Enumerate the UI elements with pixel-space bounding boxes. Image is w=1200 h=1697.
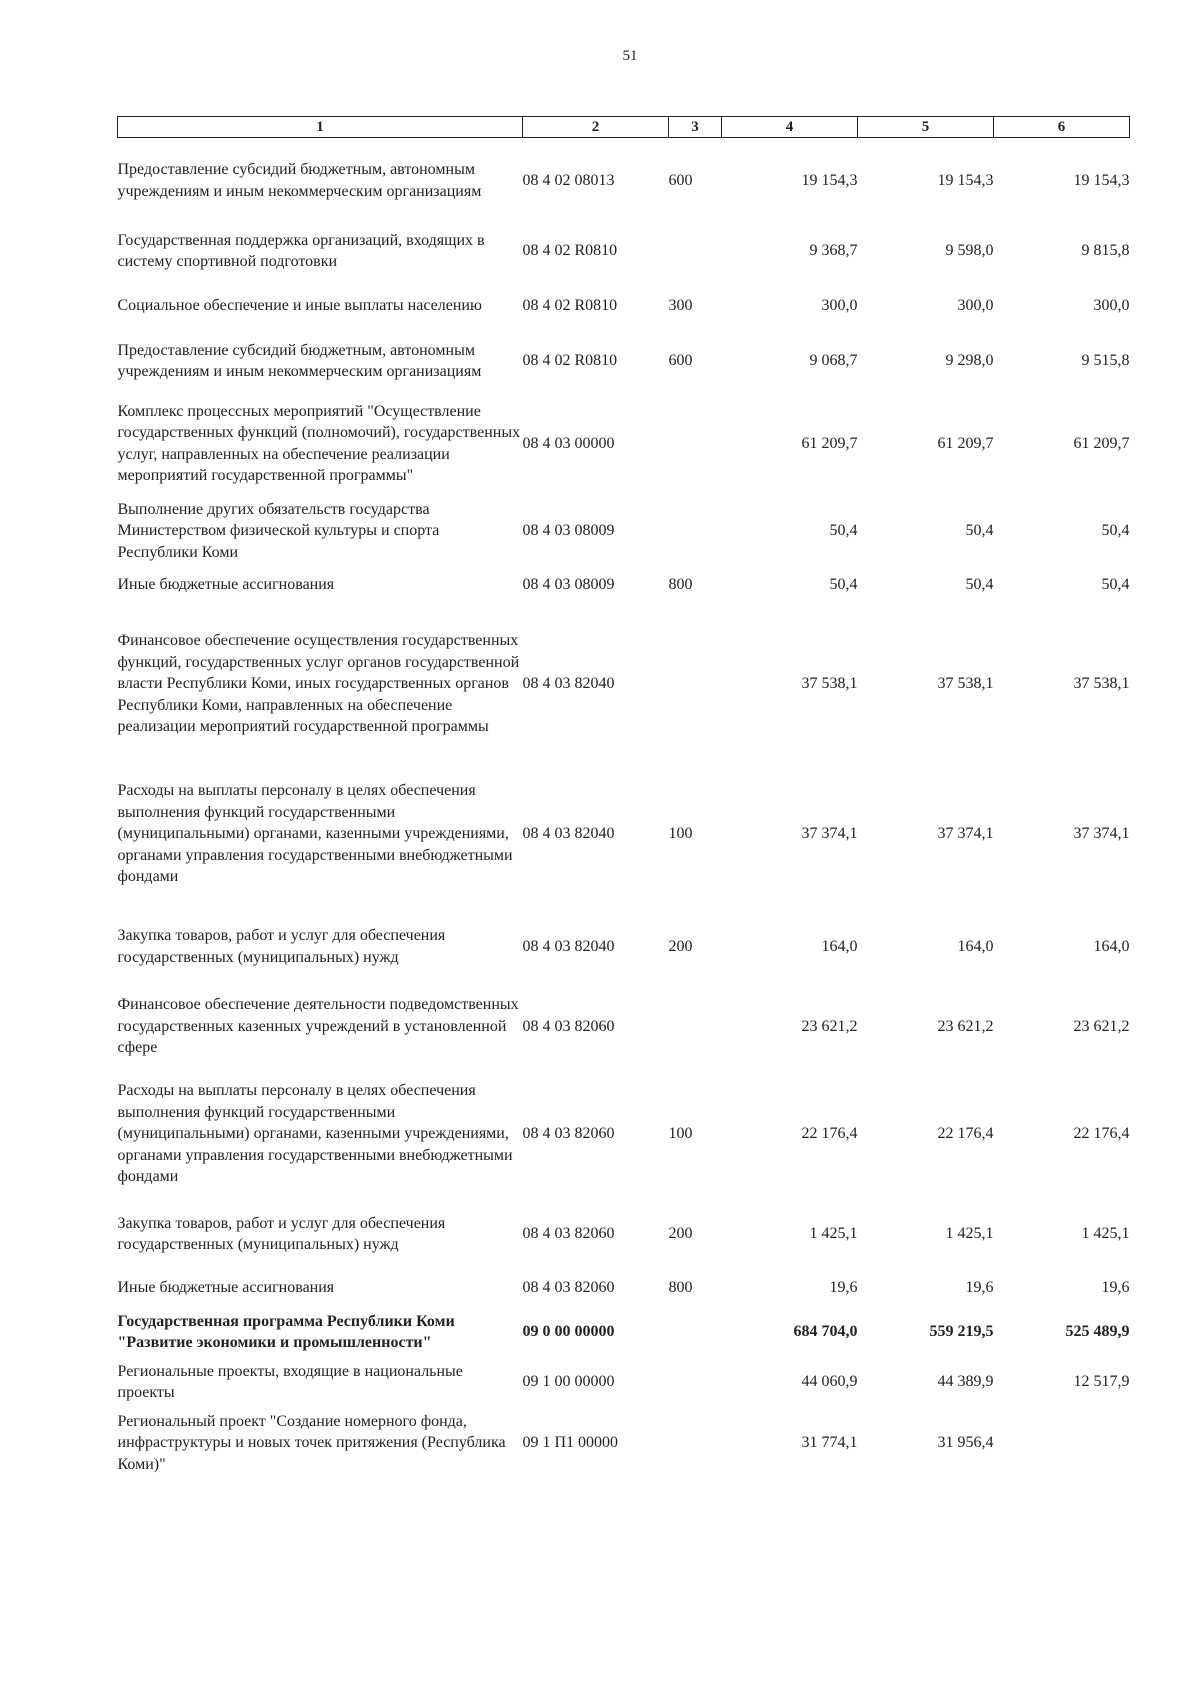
row-amount-year-1: 9 368,7 [809,242,858,260]
row-expense-type: 200 [668,937,693,955]
row-amount-year-3: 9 815,8 [1081,242,1130,260]
row-amount-year-2: 50,4 [965,576,994,594]
row-expense-type: 800 [668,576,693,594]
row-amount-year-3: 23 621,2 [1073,1017,1130,1035]
row-code: 08 4 03 82040 [522,825,615,843]
row-amount-year-3: 19 154,3 [1073,172,1130,189]
row-amount-year-3: 12 517,9 [1073,1373,1130,1391]
row-code: 08 4 02 R0810 [522,352,618,370]
row-name: Государственная программа Республики Коми "Развитие экономики и промышленности" [117,1312,455,1351]
column-header-6: 6 [994,117,1130,138]
row-name: Иные бюджетные ассигнования [117,576,335,594]
row-expense-type [669,389,722,499]
row-code: 08 4 03 08009 [522,576,615,594]
row-amount-year-2: 9 598,0 [945,242,994,260]
row-expense-type: 100 [668,825,693,843]
row-code: 08 4 03 00000 [522,434,615,452]
row-amount-year-3 [994,1410,1130,1477]
row-amount-year-2: 559 219,5 [929,1323,994,1341]
column-header-3: 3 [669,117,722,138]
row-name: Выполнение других обязательств государства Министерством физической культуры и спорта Республики Коми [117,500,440,561]
table-row [118,499,1130,564]
row-amount-year-3: 50,4 [1101,522,1130,540]
row-amount-year-2: 19 154,3 [937,172,994,189]
budget-table [117,116,1130,1477]
row-amount-year-1: 50,4 [829,522,858,540]
row-amount-year-1: 61 209,7 [801,434,858,452]
row-code: 08 4 03 82060 [522,1225,615,1243]
row-amount-year-3: 164,0 [1093,937,1130,955]
table-row [118,279,1130,334]
row-amount-year-3: 300,0 [1093,297,1130,315]
row-name: Комплекс процессных мероприятий "Осуществление государственных функций (полномочий), государственных услуг, направленных на обеспечение реализации мероприятий государственной программы" [117,402,521,484]
row-name: Региональные проекты, входящие в национальные проекты [117,1362,463,1401]
row-code: 09 1 П1 00000 [522,1434,619,1452]
row-name: Закупка товаров, работ и услуг для обеспечения государственных (муниципальных) нужд [117,1214,446,1253]
row-expense-type: 600 [668,172,693,189]
row-expense-type: 300 [668,297,693,315]
row-name: Иные бюджетные ассигнования [117,1279,335,1297]
row-name: Финансовое обеспечение деятельности подведомственных государственных казенных учреждений в установленной сфере [117,996,519,1057]
row-amount-year-3: 19,6 [1101,1279,1130,1297]
table-row [118,987,1130,1067]
row-amount-year-1: 300,0 [821,297,858,315]
table-row [118,762,1130,907]
row-amount-year-2: 44 389,9 [937,1373,994,1391]
row-amount-year-1: 23 621,2 [801,1017,858,1035]
row-amount-year-3: 37 538,1 [1073,675,1130,693]
row-amount-year-1: 164,0 [821,937,858,955]
row-code: 08 4 02 R0810 [522,297,618,315]
row-expense-type: 600 [668,352,693,370]
row-amount-year-3: 9 515,8 [1081,352,1130,370]
row-code: 09 0 00 00000 [522,1323,615,1341]
row-code: 08 4 02 08013 [522,172,615,189]
table-row [118,1067,1130,1202]
row-amount-year-3: 61 209,7 [1073,434,1130,452]
row-amount-year-2: 50,4 [965,522,994,540]
table-row [118,334,1130,389]
table-row [118,1410,1130,1477]
row-amount-year-1: 19 154,3 [801,172,858,189]
row-amount-year-3: 37 374,1 [1073,825,1130,843]
column-header-1: 1 [118,117,523,138]
row-expense-type [669,499,722,564]
row-amount-year-2: 23 621,2 [937,1017,994,1035]
row-amount-year-1: 9 068,7 [809,352,858,370]
row-expense-type: 100 [668,1125,693,1143]
row-amount-year-1: 31 774,1 [801,1434,858,1452]
table-header-row [118,117,1130,138]
table-row [118,389,1130,499]
row-amount-year-1: 684 704,0 [793,1323,858,1341]
row-code: 09 1 00 00000 [522,1373,615,1391]
column-header-2: 2 [523,117,669,138]
row-name: Расходы на выплаты персоналу в целях обеспечения выполнения функций государственными (муниципальными) органами, казенными учреждениями, органами управления государственными внебюджетными фондами [117,1082,513,1186]
row-expense-type: 800 [668,1279,693,1297]
row-amount-year-1: 44 060,9 [801,1373,858,1391]
row-amount-year-2: 19,6 [965,1279,994,1297]
row-expense-type [669,607,722,762]
row-name: Социальное обеспечение и иные выплаты населению [117,297,482,315]
column-header-4: 4 [722,117,858,138]
row-name: Региональный проект "Создание номерного фонда, инфраструктуры и новых точек притяжения (Республика Коми)" [117,1412,506,1473]
row-amount-year-2: 1 425,1 [945,1225,994,1243]
row-code: 08 4 03 82060 [522,1279,615,1297]
row-amount-year-3: 22 176,4 [1073,1125,1130,1143]
column-header-5: 5 [858,117,994,138]
table-row [118,564,1130,607]
table-row [118,1202,1130,1267]
row-amount-year-2: 61 209,7 [937,434,994,452]
row-amount-year-3: 50,4 [1101,576,1130,594]
row-code: 08 4 03 82060 [522,1125,615,1143]
row-amount-year-1: 50,4 [829,576,858,594]
row-code: 08 4 03 08009 [522,522,615,540]
row-amount-year-1: 19,6 [829,1279,858,1297]
row-amount-year-2: 31 956,4 [937,1434,994,1452]
row-name: Закупка товаров, работ и услуг для обеспечения государственных (муниципальных) нужд [117,927,446,966]
row-amount-year-3: 1 425,1 [1081,1225,1130,1243]
row-amount-year-3: 525 489,9 [1065,1323,1130,1341]
row-amount-year-2: 37 538,1 [937,675,994,693]
row-name: Предоставление субсидий бюджетным, автономным учреждениям и иным некоммерческим организациям [117,341,482,380]
row-amount-year-1: 37 374,1 [801,825,858,843]
row-code: 08 4 03 82040 [522,675,615,693]
table-row [118,1310,1130,1355]
table-row [118,607,1130,762]
row-amount-year-2: 9 298,0 [945,352,994,370]
row-expense-type: 200 [668,1225,693,1243]
row-amount-year-2: 22 176,4 [937,1125,994,1143]
row-code: 08 4 02 R0810 [522,242,618,260]
row-amount-year-2: 300,0 [957,297,994,315]
row-amount-year-1: 22 176,4 [801,1125,858,1143]
table-body [118,138,1130,1477]
row-name: Предоставление субсидий бюджетным, автономным учреждениям и иным некоммерческим организациям [117,161,482,200]
table-row [118,224,1130,279]
row-expense-type [669,987,722,1067]
row-expense-type [669,1355,722,1410]
row-amount-year-2: 37 374,1 [937,825,994,843]
row-expense-type [669,224,722,279]
row-name: Государственная поддержка организаций, входящих в систему спортивной подготовки [117,231,485,270]
row-code: 08 4 03 82040 [522,937,615,955]
row-name: Финансовое обеспечение осуществления государственных функций, государственных услуг органов государственной власти Республики Коми, иных государственных органов Республики Коми, направленных на обеспечение реализации мероприятий государственной программы [117,632,520,736]
page-number: 51 [622,48,638,64]
table-row [118,1355,1130,1410]
row-expense-type [669,1410,722,1477]
table-row [118,907,1130,987]
row-amount-year-1: 1 425,1 [809,1225,858,1243]
row-amount-year-1: 37 538,1 [801,675,858,693]
row-name: Расходы на выплаты персоналу в целях обеспечения выполнения функций государственными (муниципальными) органами, казенными учреждениями, органами управления государственными внебюджетными фондами [117,782,513,886]
row-code: 08 4 03 82060 [522,1017,615,1035]
row-expense-type [669,1310,722,1355]
table-row [118,1267,1130,1310]
row-amount-year-2: 164,0 [957,937,994,955]
table-row [118,138,1130,224]
